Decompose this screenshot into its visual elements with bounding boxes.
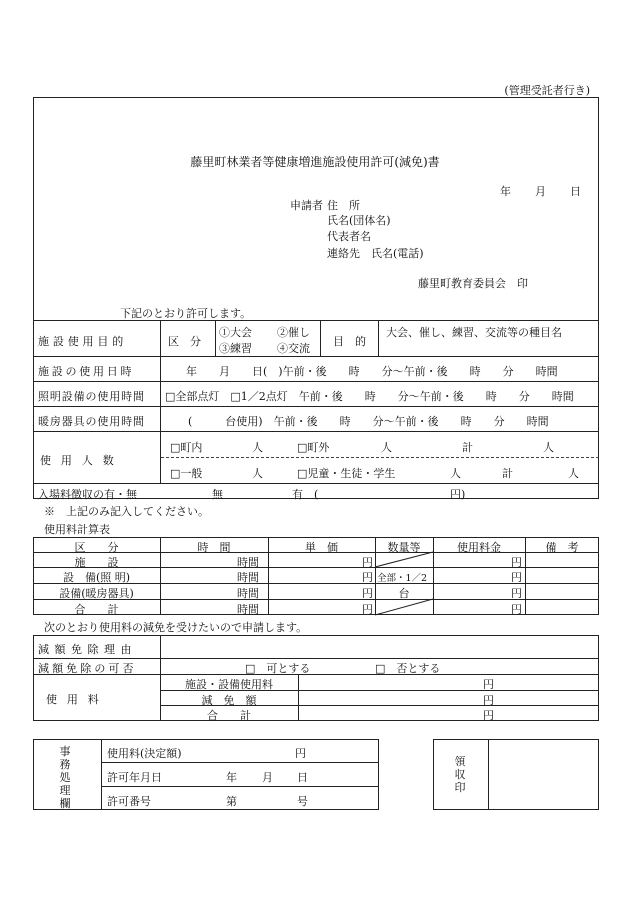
calc-row-price[interactable]: 円 xyxy=(362,571,373,584)
mokuteki-label: 目 的 xyxy=(333,335,366,348)
calc-row-time[interactable]: 時間 xyxy=(237,603,259,616)
kubun-option-moyooshi[interactable]: ②催し xyxy=(277,326,310,339)
office-label xyxy=(59,745,73,810)
lighting-label: 照明設備の使用時間 xyxy=(38,390,145,403)
applicant-address-label[interactable]: 住 所 xyxy=(327,199,360,212)
date-month[interactable]: 月 xyxy=(535,185,546,198)
calc-row-price[interactable]: 円 xyxy=(362,587,373,600)
applicant-rep-label[interactable]: 代表者名 xyxy=(327,230,371,243)
unit-label: 人 xyxy=(450,467,461,480)
applicant-label: 申請者 xyxy=(290,199,323,212)
total-label: 計 xyxy=(462,441,473,454)
page-title: 藤里町林業者等健康増進施設使用許可(減免)書 xyxy=(190,155,440,169)
reduction-approval-label: 減額免除の可否 xyxy=(38,662,137,675)
users-label: 使用人数 xyxy=(40,454,124,467)
unit-label: 人 xyxy=(543,441,554,454)
heating-label: 暖房器具の使用時間 xyxy=(38,415,145,428)
calc-row-qty[interactable]: 全部・1／2 xyxy=(377,573,428,584)
calc-row-fee[interactable]: 円 xyxy=(511,556,522,569)
calc-row-qty[interactable]: 台 xyxy=(398,587,410,600)
entrance-fee-yes[interactable]: 有 ( xyxy=(292,488,319,501)
total-label: 計 xyxy=(502,467,513,480)
calc-row-kubun: 設 備(照 明) xyxy=(62,571,131,584)
office-month[interactable]: 月 xyxy=(262,771,273,784)
office-go[interactable]: 号 xyxy=(297,795,308,808)
unit-label: 人 xyxy=(252,467,263,480)
office-dai: 第 xyxy=(226,795,237,808)
reduction-approve-checkbox[interactable]: □ 可とする xyxy=(245,662,311,675)
calc-row-kubun: 設備(暖房器具) xyxy=(59,587,134,600)
office-year[interactable]: 年 xyxy=(226,771,237,784)
office-day[interactable]: 日 xyxy=(297,771,308,784)
calc-header-kubun: 区 分 xyxy=(74,541,119,554)
date-day[interactable]: 日 xyxy=(570,185,581,198)
calc-row-time[interactable]: 時間 xyxy=(237,587,259,600)
users-town-out[interactable]: □町外 xyxy=(297,441,330,454)
reduction-fee-label: 使用料 xyxy=(46,693,109,706)
issuer-seal: 藤里町教育委員会 印 xyxy=(418,277,528,290)
reduction-fee-row-label: 減 免 額 xyxy=(201,694,257,707)
calc-row-price[interactable]: 円 xyxy=(362,556,373,569)
kubun-option-koryu[interactable]: ④交流 xyxy=(277,342,310,355)
calc-row-time[interactable]: 時間 xyxy=(237,571,259,584)
date-year[interactable]: 年 xyxy=(500,185,511,198)
users-student[interactable]: □児童・生徒・学生 xyxy=(297,467,396,480)
permit-text: 下記のとおり許可します。 xyxy=(120,307,252,320)
calc-header-fee: 使用料金 xyxy=(457,541,501,554)
mokuteki-field[interactable]: 大会、催し、練習、交流等の種目名 xyxy=(386,326,562,339)
note-text: ※ 上記のみ記入してください。 xyxy=(44,505,209,518)
office-permit-no-label: 許可番号 xyxy=(107,795,151,808)
receipt-label xyxy=(454,755,468,794)
usage-time-label: 施設の使用日時 xyxy=(38,365,135,378)
users-town-in[interactable]: □町内 xyxy=(170,441,203,454)
entrance-fee-label: 入場料徴収の有・無 xyxy=(38,488,137,501)
reduction-fee-row-label: 合 計 xyxy=(207,709,251,722)
receipt-label-text: 領収印 xyxy=(454,755,466,794)
reduction-text: 次のとおり使用料の減免を受けたいので申請します。 xyxy=(44,621,308,634)
calc-row-fee[interactable]: 円 xyxy=(511,571,522,584)
entrance-fee-yen: 円) xyxy=(450,488,466,501)
reduction-fee-row-unit[interactable]: 円 xyxy=(483,694,494,707)
reduction-reason-label: 減額免除理由 xyxy=(38,643,137,656)
unit-label: 人 xyxy=(568,467,579,480)
calc-header-time: 時 間 xyxy=(197,541,231,554)
users-general[interactable]: □一般 xyxy=(170,467,203,480)
calc-row-time[interactable]: 時間 xyxy=(237,556,259,569)
unit-label: 人 xyxy=(381,441,392,454)
calc-row-kubun: 施 設 xyxy=(74,556,119,569)
applicant-contact-label: 連絡先 xyxy=(327,247,360,260)
unit-label: 人 xyxy=(252,441,263,454)
kubun-option-taikai[interactable]: ①大会 xyxy=(219,326,252,339)
calc-header-note: 備 考 xyxy=(545,541,579,554)
calc-row-kubun: 合 計 xyxy=(74,603,119,616)
reduction-fee-row-unit[interactable]: 円 xyxy=(483,709,494,722)
office-fee-unit[interactable]: 円 xyxy=(295,747,306,760)
kubun-label: 区 分 xyxy=(168,335,201,348)
office-label-text: 事務処理欄 xyxy=(59,745,71,810)
entrance-fee-none[interactable]: 無 xyxy=(212,488,223,501)
lighting-field[interactable]: □全部点灯 □1／2点灯 午前・後 時 分〜午前・後 時 分 時間 xyxy=(165,390,574,403)
office-box xyxy=(33,739,379,810)
calc-header-price: 単 価 xyxy=(305,541,338,554)
calc-row-price[interactable]: 円 xyxy=(362,603,373,616)
applicant-contact-name[interactable]: 氏名(電話) xyxy=(371,247,424,260)
reduction-fee-row-label: 施設・設備使用料 xyxy=(185,678,273,691)
purpose-label: 施設使用目的 xyxy=(38,335,128,348)
receipt-stamp-area[interactable] xyxy=(490,741,597,808)
reduction-deny-checkbox[interactable]: □ 否とする xyxy=(375,662,441,675)
kubun-option-renshu[interactable]: ③練習 xyxy=(219,342,252,355)
usage-time-field[interactable]: 年 月 日( )午前・後 時 分〜午前・後 時 分 時間 xyxy=(186,365,558,378)
reduction-fee-row-unit[interactable]: 円 xyxy=(483,678,494,691)
heating-field[interactable]: ( 台使用) 午前・後 時 分〜午前・後 時 分 時間 xyxy=(188,415,549,428)
calc-header-qty: 数量等 xyxy=(387,541,421,554)
calc-row-fee[interactable]: 円 xyxy=(511,587,522,600)
office-fee-decided-label: 使用料(決定額) xyxy=(107,747,182,760)
calc-row-fee[interactable]: 円 xyxy=(511,603,522,616)
office-permit-date-label: 許可年月日 xyxy=(107,771,162,784)
calc-title: 使用料計算表 xyxy=(44,523,110,536)
applicant-name-label[interactable]: 氏名(団体名) xyxy=(327,214,391,227)
recipient-label: (管理受託者行き) xyxy=(504,84,590,97)
